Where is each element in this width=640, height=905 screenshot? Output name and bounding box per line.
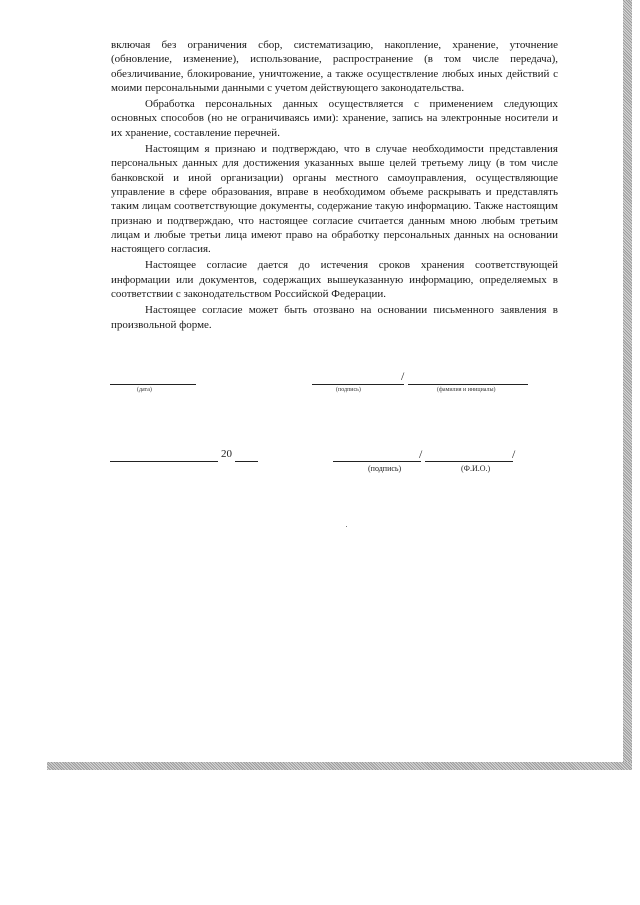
surname-caption-1: (фамилия и инициалы)	[437, 387, 496, 393]
signature-separator-2b: /	[512, 447, 516, 461]
paragraph-term: Настоящее согласие дается до истечения сроков хранения соответствующей информации или документов, содержащих вышеуказанную информацию, определяемых в соответствии с законодательством Российской Федерации.	[111, 259, 558, 301]
day-month-line	[110, 461, 218, 462]
paragraph-revocation: Настоящее согласие может быть отозвано на основании письменного заявления в произвольной форме.	[111, 304, 558, 331]
year-line	[235, 461, 258, 462]
signature-caption-1: (подпись)	[336, 387, 361, 393]
signature-separator-1: /	[401, 369, 405, 383]
signature-line-2	[333, 461, 421, 462]
signature-separator-2a: /	[419, 447, 423, 461]
surname-line-1	[408, 384, 528, 385]
page-shadow-bottom	[47, 762, 632, 770]
name-line-2	[425, 461, 513, 462]
date-caption: (дата)	[137, 387, 152, 393]
consent-text	[111, 38, 558, 334]
year-prefix: 20	[221, 448, 232, 460]
scan-speck	[346, 526, 347, 527]
date-line	[110, 384, 196, 385]
paragraph-processing-methods: Обработка персональных данных осуществляется с применением следующих основных способов (но не ограничиваясь ими): хранение, запись на электронные носители и их хранение, составление перечней.	[111, 98, 558, 139]
signature-line-1	[312, 384, 404, 385]
paragraph-third-parties: Настоящим я признаю и подтверждаю, что в случае необходимости представления персональных данных для достижения указанных выше целей третьему лицу (в том числе банковской и иной организации) органы местного самоуправления, осуществляющие управление в сфере образования, вправе в необходимом объеме раскрывать и представлять таким лицам соответствующие документы, содержание такую информацию. Также настоящим признаю и подтверждаю, что настоящее согласие считается данным мною любым третьим лицам и любые третьи лица имеют право на обработку персональных данных на основании настоящего согласия.	[111, 143, 558, 256]
paragraph-processing-actions: включая без ограничения сбор, систематизацию, накопление, хранение, уточнение (обновление, изменение), использование, распространение (в том числе передача), обезличивание, блокирование, уничтожение, а также осуществление любых иных действий с моими персональными данными с учетом действующего законодательства.	[111, 39, 558, 94]
name-caption-2: (Ф.И.О.)	[461, 464, 491, 473]
signature-caption-2: (подпись)	[368, 464, 402, 473]
page-shadow-right	[623, 0, 632, 770]
